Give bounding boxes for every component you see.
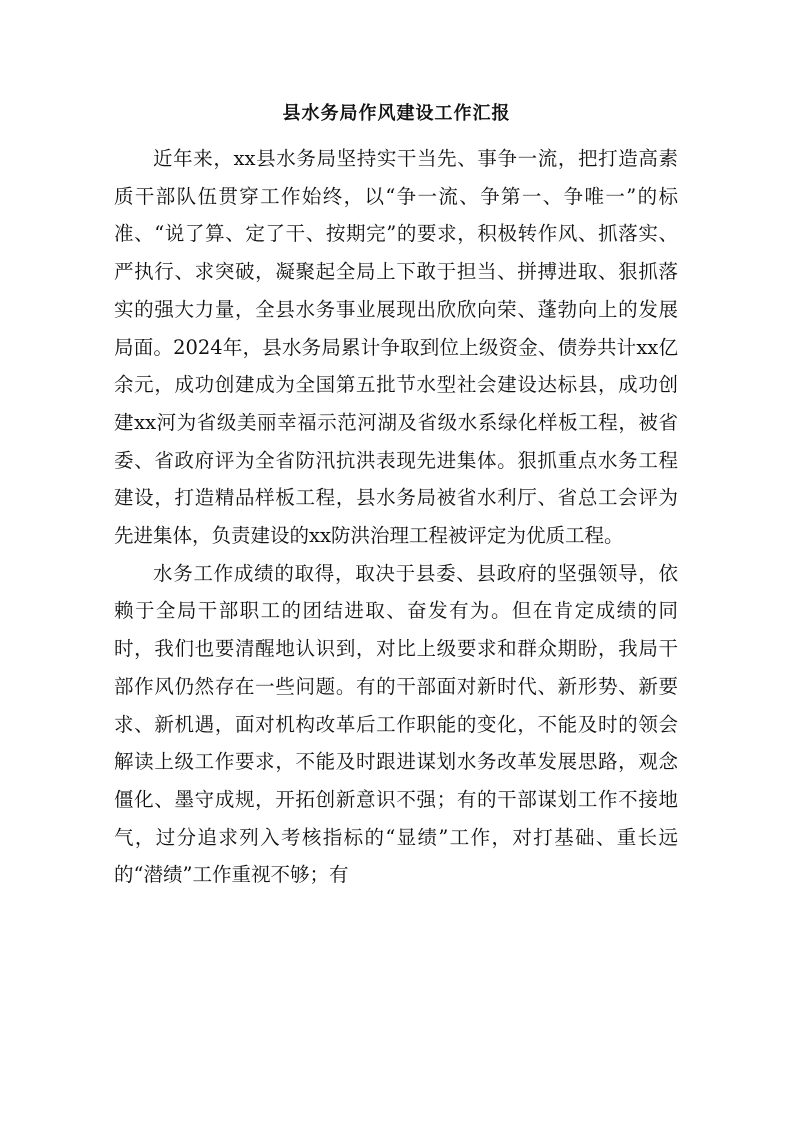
document-body [114, 140, 678, 894]
paragraph-1: 近年来，xx县水务局坚持实干当先、事争一流，把打造高素质干部队伍贯穿工作始终，以“争一流、争第一、争唯一”的标准、“说了算、定了干、按期完”的要求，积极转作风、抓落实、严执行、求突破，凝聚起全局上下敢于担当、拼搏进取、狠抓落实的强大力量，全县水务事业展现出欣欣向荣、蓬勃向上的发展局面。2024年，县水务局累计争取到位上级资金、债券共计xx亿余元，成功创建成为全国第五批节水型社会建设达标县，成功创建xx河为省级美丽幸福示范河湖及省级水系绿化样板工程，被省委、省政府评为全省防汛抗洪表现先进集体。狠抓重点水务工程建设，打造精品样板工程，县水务局被省水利厅、省总工会评为先进集体，负责建设的xx防洪治理工程被评定为优质工程。 [114, 147, 678, 548]
document-title: 县水务局作风建设工作汇报 [282, 103, 511, 124]
paragraph-2: 水务工作成绩的取得，取决于县委、县政府的坚强领导，依赖于全局干部职工的团结进取、奋发有为。但在肯定成绩的同时，我们也要清醒地认识到，对比上级要求和群众期盼，我局干部作风仍然存在一些问题。有的干部面对新时代、新形势、新要求、新机遇，面对机构改革后工作职能的变化，不能及时的领会解读上级工作要求，不能及时跟进谋划水务改革发展思路，观念僵化、墨守成规，开拓创新意识不强；有的干部谋划工作不接地气，过分追求列入考核指标的“显绩”工作，对打基础、重长远的“潜绩”工作重视不够；有 [114, 561, 678, 887]
